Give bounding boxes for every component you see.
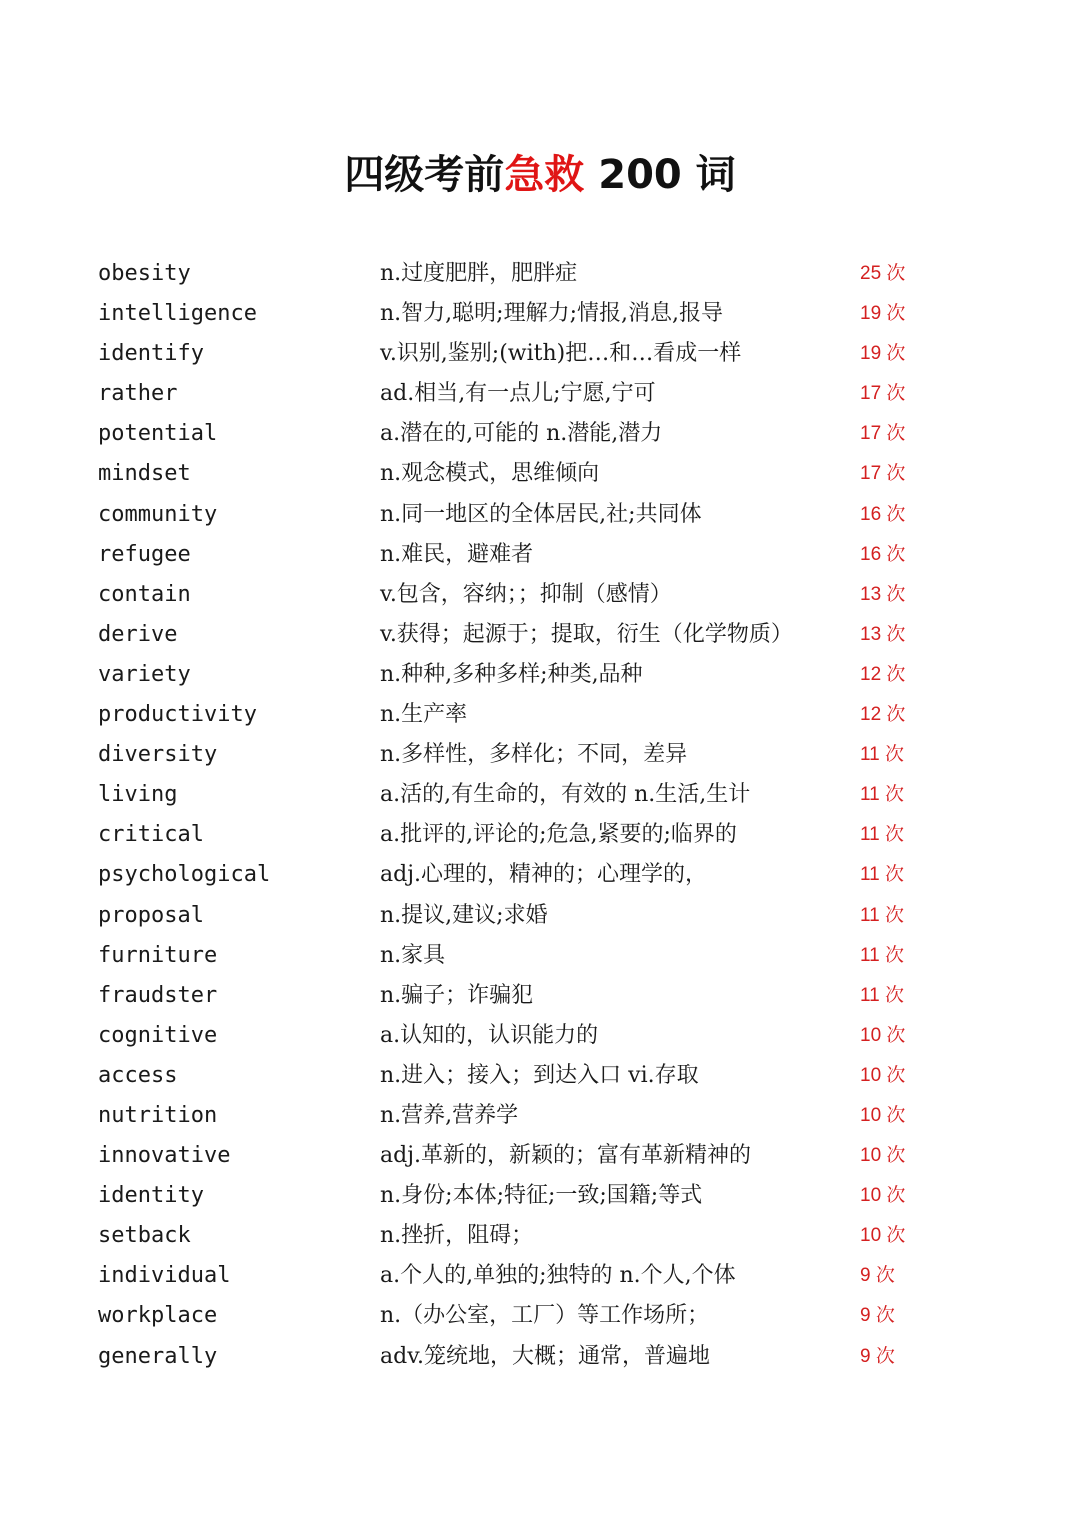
word-row	[0, 1256, 1080, 1296]
vocab-word: nutrition	[98, 1102, 218, 1128]
word-row	[0, 735, 1080, 775]
frequency-count: 11 次	[860, 944, 905, 966]
word-definition: n.（办公室，工厂）等工作场所；	[380, 1303, 710, 1329]
word-definition: n.进入；接入；到达入口 vi.存取	[380, 1062, 699, 1088]
word-row	[0, 254, 1080, 294]
word-row	[0, 775, 1080, 815]
word-row	[0, 454, 1080, 494]
frequency-count: 11 次	[860, 784, 905, 806]
vocab-word: mindset	[98, 461, 191, 487]
frequency-count: 11 次	[860, 904, 905, 926]
word-row	[0, 414, 1080, 454]
frequency-count: 10 次	[860, 1225, 906, 1247]
word-list	[0, 254, 1080, 1377]
vocab-word: cognitive	[98, 1022, 218, 1048]
word-definition: n.营养,营养学	[380, 1102, 519, 1128]
word-row	[0, 1176, 1080, 1216]
word-row	[0, 1056, 1080, 1096]
word-definition: n.生产率	[380, 702, 468, 728]
word-row	[0, 294, 1080, 334]
vocab-word: critical	[98, 822, 204, 848]
word-row	[0, 815, 1080, 855]
vocab-word: potential	[98, 421, 218, 447]
vocab-word: living	[98, 782, 178, 808]
vocab-word: intelligence	[98, 301, 257, 327]
word-row	[0, 1337, 1080, 1377]
word-row	[0, 1096, 1080, 1136]
frequency-count: 11 次	[860, 824, 905, 846]
word-row	[0, 695, 1080, 735]
frequency-count: 10 次	[860, 1104, 906, 1126]
frequency-count: 9 次	[860, 1345, 895, 1367]
word-row	[0, 1016, 1080, 1056]
word-definition: n.身份;本体;特征;一致;国籍;等式	[380, 1183, 703, 1209]
title-part-2: 200 词	[584, 152, 736, 198]
word-row	[0, 374, 1080, 414]
frequency-count: 16 次	[860, 543, 906, 565]
word-definition: n.智力,聪明;理解力;情报,消息,报导	[380, 301, 723, 327]
word-row	[0, 1216, 1080, 1256]
vocab-word: variety	[98, 661, 191, 687]
word-definition: n.观念模式，思维倾向	[380, 461, 600, 487]
frequency-count: 10 次	[860, 1024, 906, 1046]
frequency-count: 17 次	[860, 383, 906, 405]
vocab-word: individual	[98, 1263, 231, 1289]
word-row	[0, 1136, 1080, 1176]
vocab-word: access	[98, 1062, 178, 1088]
frequency-count: 11 次	[860, 984, 905, 1006]
vocab-word: obesity	[98, 261, 191, 286]
word-row	[0, 495, 1080, 535]
word-row	[0, 334, 1080, 374]
frequency-count: 10 次	[860, 1064, 906, 1086]
word-definition: a.认知的，认识能力的	[380, 1022, 599, 1048]
frequency-count: 16 次	[860, 503, 906, 525]
vocab-word: community	[98, 501, 218, 527]
title-accent: 急救	[504, 152, 585, 198]
vocab-word: setback	[98, 1223, 191, 1249]
page-title	[0, 146, 1080, 204]
word-row	[0, 1296, 1080, 1336]
word-definition: n.多样性，多样化；不同，差异	[380, 742, 688, 768]
word-definition: adj.革新的，新颖的；富有革新精神的	[380, 1143, 752, 1169]
word-row	[0, 855, 1080, 895]
word-definition: n.家具	[380, 942, 446, 968]
word-definition: adv.笼统地，大概；通常，普遍地	[380, 1343, 711, 1369]
frequency-count: 11 次	[860, 864, 905, 886]
word-definition: n.种种,多种多样;种类,品种	[380, 661, 643, 687]
frequency-count: 17 次	[860, 423, 906, 445]
frequency-count: 11 次	[860, 744, 905, 766]
word-row	[0, 976, 1080, 1016]
word-row	[0, 655, 1080, 695]
word-definition: n.挫折，阻碍；	[380, 1223, 534, 1249]
word-definition: a.个人的,单独的;独特的 n.个人,个体	[380, 1263, 736, 1289]
vocab-word: fraudster	[98, 982, 218, 1008]
frequency-count: 17 次	[860, 463, 906, 485]
word-row	[0, 936, 1080, 976]
word-definition: n.同一地区的全体居民,社;共同体	[380, 501, 702, 527]
vocab-word: furniture	[98, 942, 218, 968]
word-row	[0, 535, 1080, 575]
word-row	[0, 896, 1080, 936]
vocab-word: proposal	[98, 902, 204, 928]
vocab-word: rather	[98, 381, 178, 407]
vocab-word: refugee	[98, 541, 191, 567]
frequency-count: 25 次	[860, 263, 906, 284]
title-part-1: 四级考前	[344, 152, 505, 198]
word-definition: a.活的,有生命的，有效的 n.生活,生计	[380, 782, 751, 808]
vocab-word: productivity	[98, 702, 257, 728]
frequency-count: 13 次	[860, 583, 906, 605]
vocab-word: psychological	[98, 862, 271, 888]
word-definition: n.过度肥胖，肥胖症	[380, 261, 578, 286]
vocab-word: derive	[98, 621, 178, 647]
word-definition: v.包含，容纳；；抑制（感情）	[380, 581, 672, 607]
frequency-count: 12 次	[860, 704, 906, 726]
frequency-count: 10 次	[860, 1145, 906, 1167]
frequency-count: 12 次	[860, 663, 906, 685]
word-definition: adj.心理的，精神的；心理学的，	[380, 862, 708, 888]
vocab-word: workplace	[98, 1303, 218, 1329]
word-row	[0, 615, 1080, 655]
frequency-count: 19 次	[860, 343, 906, 365]
word-row	[0, 575, 1080, 615]
vocab-word: identity	[98, 1183, 204, 1209]
frequency-count: 19 次	[860, 303, 906, 325]
vocab-word: contain	[98, 581, 191, 607]
word-definition: v.获得；起源于；提取，衍生（化学物质）	[380, 621, 793, 647]
word-definition: n.提议,建议;求婚	[380, 902, 548, 928]
frequency-count: 9 次	[860, 1305, 895, 1327]
word-definition: v.识别,鉴别;(with)把…和…看成一样	[380, 341, 742, 367]
frequency-count: 10 次	[860, 1185, 906, 1207]
frequency-count: 13 次	[860, 623, 906, 645]
frequency-count: 9 次	[860, 1265, 895, 1287]
word-definition: n.难民，避难者	[380, 541, 534, 567]
word-definition: n.骗子；诈骗犯	[380, 982, 534, 1008]
vocab-word: generally	[98, 1343, 218, 1369]
vocab-word: identify	[98, 341, 204, 367]
word-definition: ad.相当,有一点儿;宁愿,宁可	[380, 381, 656, 407]
vocab-word: innovative	[98, 1143, 231, 1169]
word-definition: a.潜在的,可能的 n.潜能,潜力	[380, 421, 663, 447]
vocab-word: diversity	[98, 742, 218, 768]
word-definition: a.批评的,评论的;危急,紧要的;临界的	[380, 822, 737, 848]
